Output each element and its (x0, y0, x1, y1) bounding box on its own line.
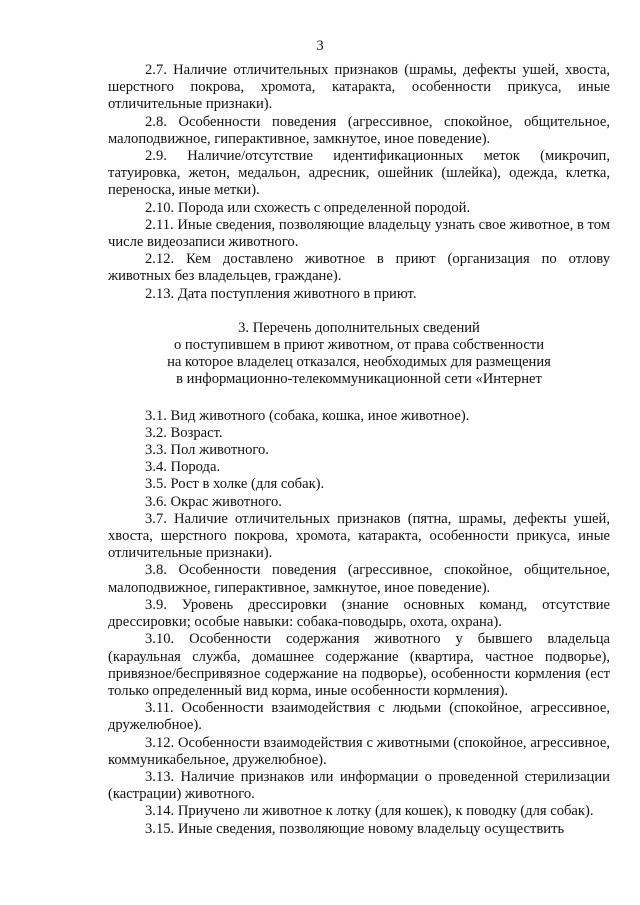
item-3-7: 3.7. Наличие отличительных признаков (пятна, шрамы, дефекты ушей, хвоста, шерстного покрова, хромота, катаракта, особенности прикуса, иные отличительные признаки). (108, 510, 610, 562)
item-2-8: 2.8. Особенности поведения (агрессивное, спокойное, общительное, малоподвижное, гиперактивное, замкнутое, иное поведение). (108, 113, 610, 147)
item-2-11: 2.11. Иные сведения, позволяющие владельцу узнать свое животное, в том числе видеозаписи животного. (108, 216, 610, 251)
item-3-1: 3.1. Вид животного (собака, кошка, иное животное). (145, 407, 470, 424)
heading-line: на которое владелец отказался, необходимых для размещения (167, 354, 551, 371)
item-3-13: 3.13. Наличие признаков или информации о проведенной стерилизации (кастрации) животного. (108, 768, 610, 803)
item-3-15: 3.15. Иные сведения, позволяющие новому владельцу осуществить (145, 820, 565, 837)
item-3-8: 3.8. Особенности поведения (агрессивное, спокойное, общительное, малоподвижное, гиперактивное, замкнутое, иное поведение). (108, 562, 610, 596)
item-2-9: 2.9. Наличие/отсутствие идентификационных меток (микрочип, татуировка, жетон, медальон, адресник, ошейник (шлейка), одежда, клетка, переноска, иные метки). (108, 148, 610, 199)
item-3-10: 3.10. Особенности содержания животного у бывшего владельца (караульная служба, домашнее содержание (квартира, частное подворье), привязное/беспривязное содержание на подворье), особенности кормления (ест только определенный вид корма, иные особенности кормления). (108, 631, 610, 699)
item-2-13: 2.13. Дата поступления животного в приют. (145, 285, 417, 302)
item-3-12: 3.12. Особенности взаимодействия с животными (спокойное, агрессивное, коммуникабельное, дружелюбное). (108, 734, 610, 768)
item-3-11: 3.11. Особенности взаимодействия с людьми (спокойное, агрессивное, дружелюбное). (108, 700, 610, 734)
section-3-heading (108, 320, 610, 389)
item-2-10: 2.10. Порода или схожесть с определенной породой. (145, 199, 471, 216)
page-number: 3 (316, 38, 324, 54)
item-3-6: 3.6. Окрас животного. (145, 493, 282, 510)
item-3-4: 3.4. Порода. (145, 459, 221, 476)
document-body (108, 62, 610, 838)
item-3-9: 3.9. Уровень дрессировки (знание основных команд, отсутствие дрессировки; особые навыки: собака-поводырь, охота, охрана). (108, 596, 610, 631)
item-3-5: 3.5. Рост в холке (для собак). (145, 476, 325, 493)
item-3-14: 3.14. Приучено ли животное к лотку (для кошек), к поводку (для собак). (145, 803, 594, 820)
item-3-3: 3.3. Пол животного. (145, 442, 269, 459)
heading-line: 3. Перечень дополнительных сведений (238, 319, 480, 336)
item-2-12: 2.12. Кем доставлено животное в приют (организация по отлову животных без владельцев, граждане). (108, 251, 610, 285)
item-3-2: 3.2. Возраст. (145, 424, 223, 441)
item-2-7: 2.7. Наличие отличительных признаков (шрамы, дефекты ушей, хвоста, шерстного покрова, хромота, катаракта, особенности прикуса, иные отличительные признаки). (108, 62, 610, 113)
heading-line: о поступившем в приют животном, от права собственности (173, 337, 545, 354)
heading-line: в информационно-телекоммуникационной сети «Интернет (176, 371, 542, 388)
